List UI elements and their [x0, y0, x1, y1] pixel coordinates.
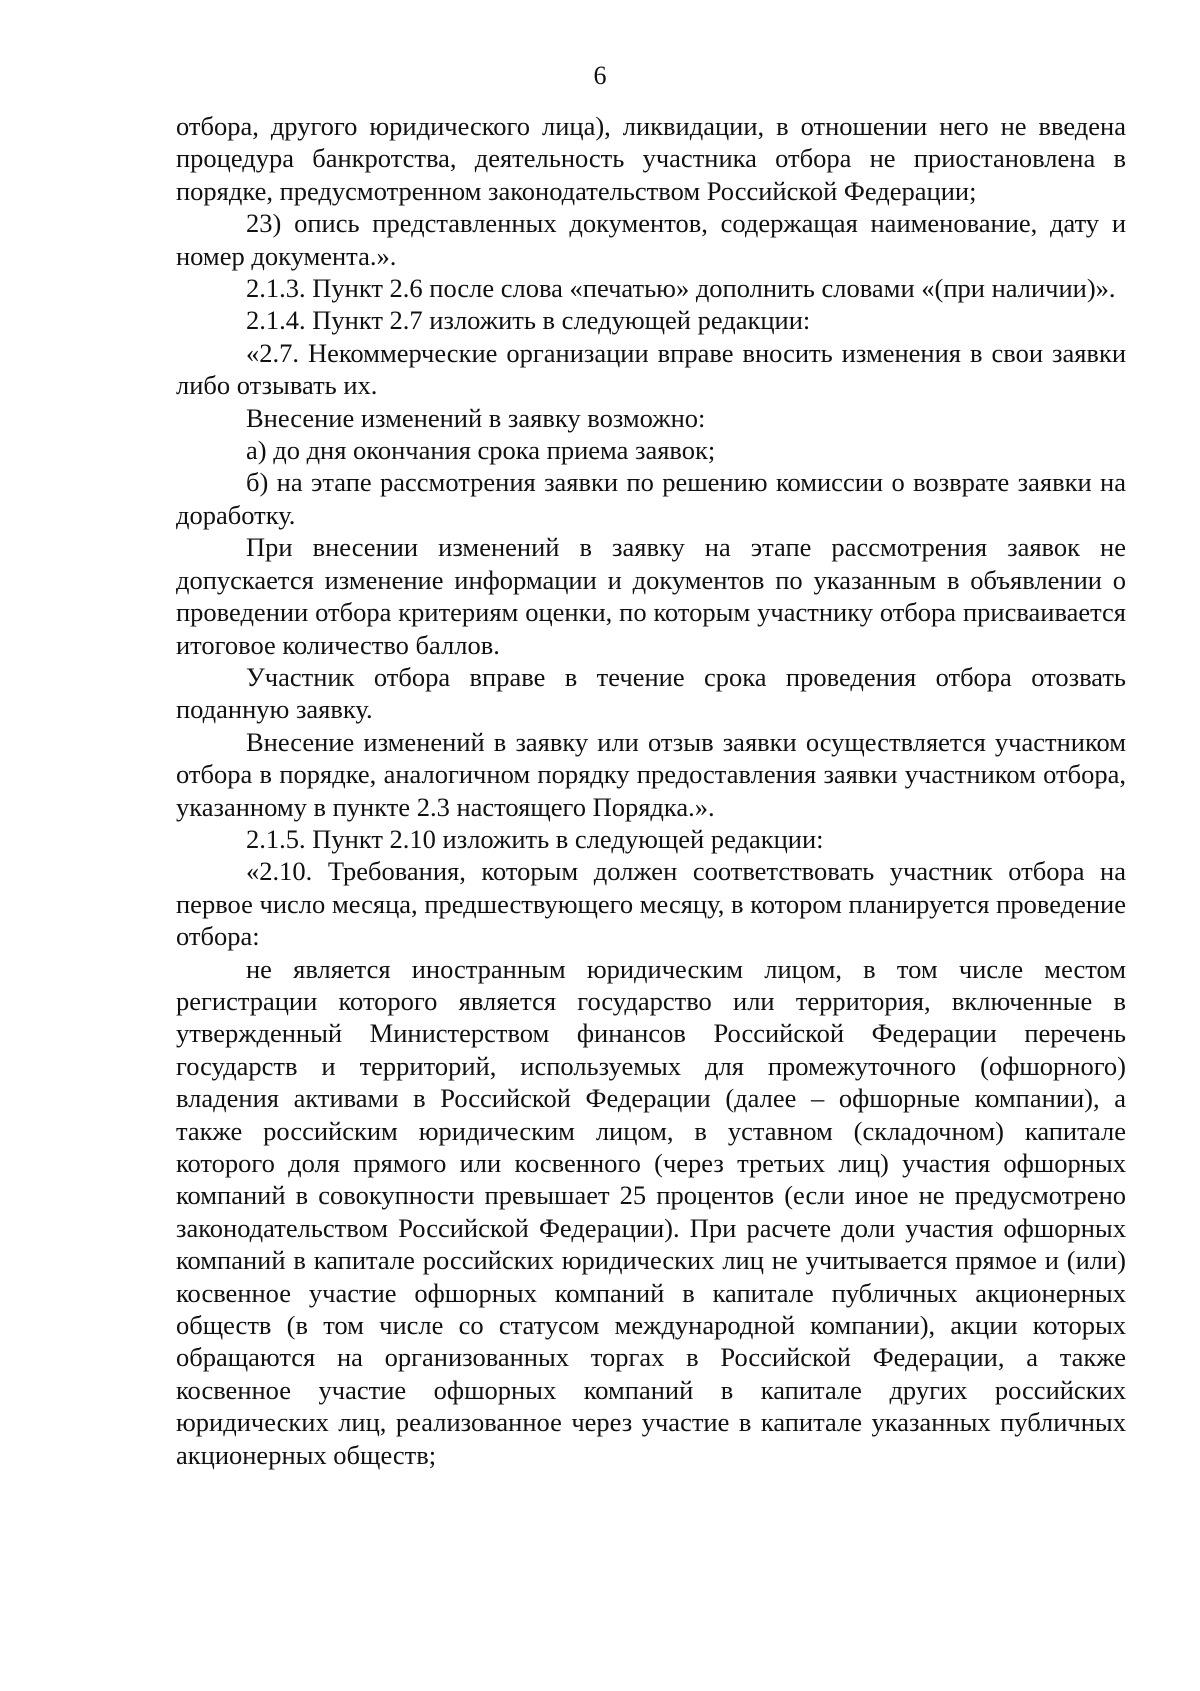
document-body	[176, 110, 1126, 1471]
paragraph: 2.1.3. Пункт 2.6 после слова «печатью» дополнить словами «(при наличии)».	[246, 273, 1116, 304]
paragraph: 23) опись представленных документов, содержащая наименование, дату и номер документа.».	[176, 208, 1126, 271]
page-number: 6	[593, 61, 607, 90]
paragraph: Участник отбора вправе в течение срока проведения отбора отозвать поданную заявку.	[176, 661, 1126, 725]
paragraph: «2.7. Некоммерческие организации вправе вносить изменения в свои заявки либо отзывать их.	[176, 337, 1126, 401]
paragraph: отбора, другого юридического лица), ликвидации, в отношении него не введена процедура банкротства, деятельность участника отбора не приостановлена в порядке, предусмотренном законодательством Российской Федерации;	[176, 111, 1126, 206]
paragraph: б) на этапе рассмотрения заявки по решению комиссии о возврате заявки на доработку.	[176, 467, 1126, 530]
paragraph: Внесение изменений в заявку или отзыв заявки осуществляется участником отбора в порядке, аналогичном порядку предоставления заявки участником отбора, указанному в пункте 2.3 настоящего Порядка.».	[176, 726, 1126, 822]
paragraph: а) до дня окончания срока приема заявок;	[246, 435, 716, 466]
paragraph: 2.1.5. Пункт 2.10 изложить в следующей редакции:	[246, 823, 824, 854]
paragraph: не является иностранным юридическим лицом, в том числе местом регистрации которого является государство или территория, включенные в утвержденный Министерством финансов Российской Федерации перечень государств и территорий, используемых для промежуточного (офшорного) владения активами в Российской Федерации (далее – офшорные компании), а также российским юридическим лицом, в уставном (складочном) капитале которого доля прямого или косвенного (через третьих лиц) участия офшорных компаний в совокупности превышает 25 процентов (если иное не предусмотрено законодательством Российской Федерации). При расчете доли участия офшорных компаний в капитале российских юридических лиц не учитывается прямое и (или) косвенное участие офшорных компаний в капитале публичных акционерных обществ (в том числе со статусом международной компании), акции которых обращаются на организованных торгах в Российской Федерации, а также косвенное участие офшорных компаний в капитале других российских юридических лиц, реализованное через участие в капитале указанных публичных акционерных обществ;	[176, 953, 1126, 1470]
paragraph: «2.10. Требования, которым должен соответствовать участник отбора на первое число месяца, предшествующего месяцу, в котором планируется проведение отбора:	[176, 856, 1126, 952]
paragraph: При внесении изменений в заявку на этапе рассмотрения заявок не допускается изменение информации и документов по указанным в объявлении о проведении отбора критериям оценки, по которым участнику отбора присваивается итоговое количество баллов.	[176, 532, 1126, 660]
paragraph: 2.1.4. Пункт 2.7 изложить в следующей редакции:	[246, 305, 811, 336]
paragraph: Внесение изменений в заявку возможно:	[246, 402, 706, 433]
